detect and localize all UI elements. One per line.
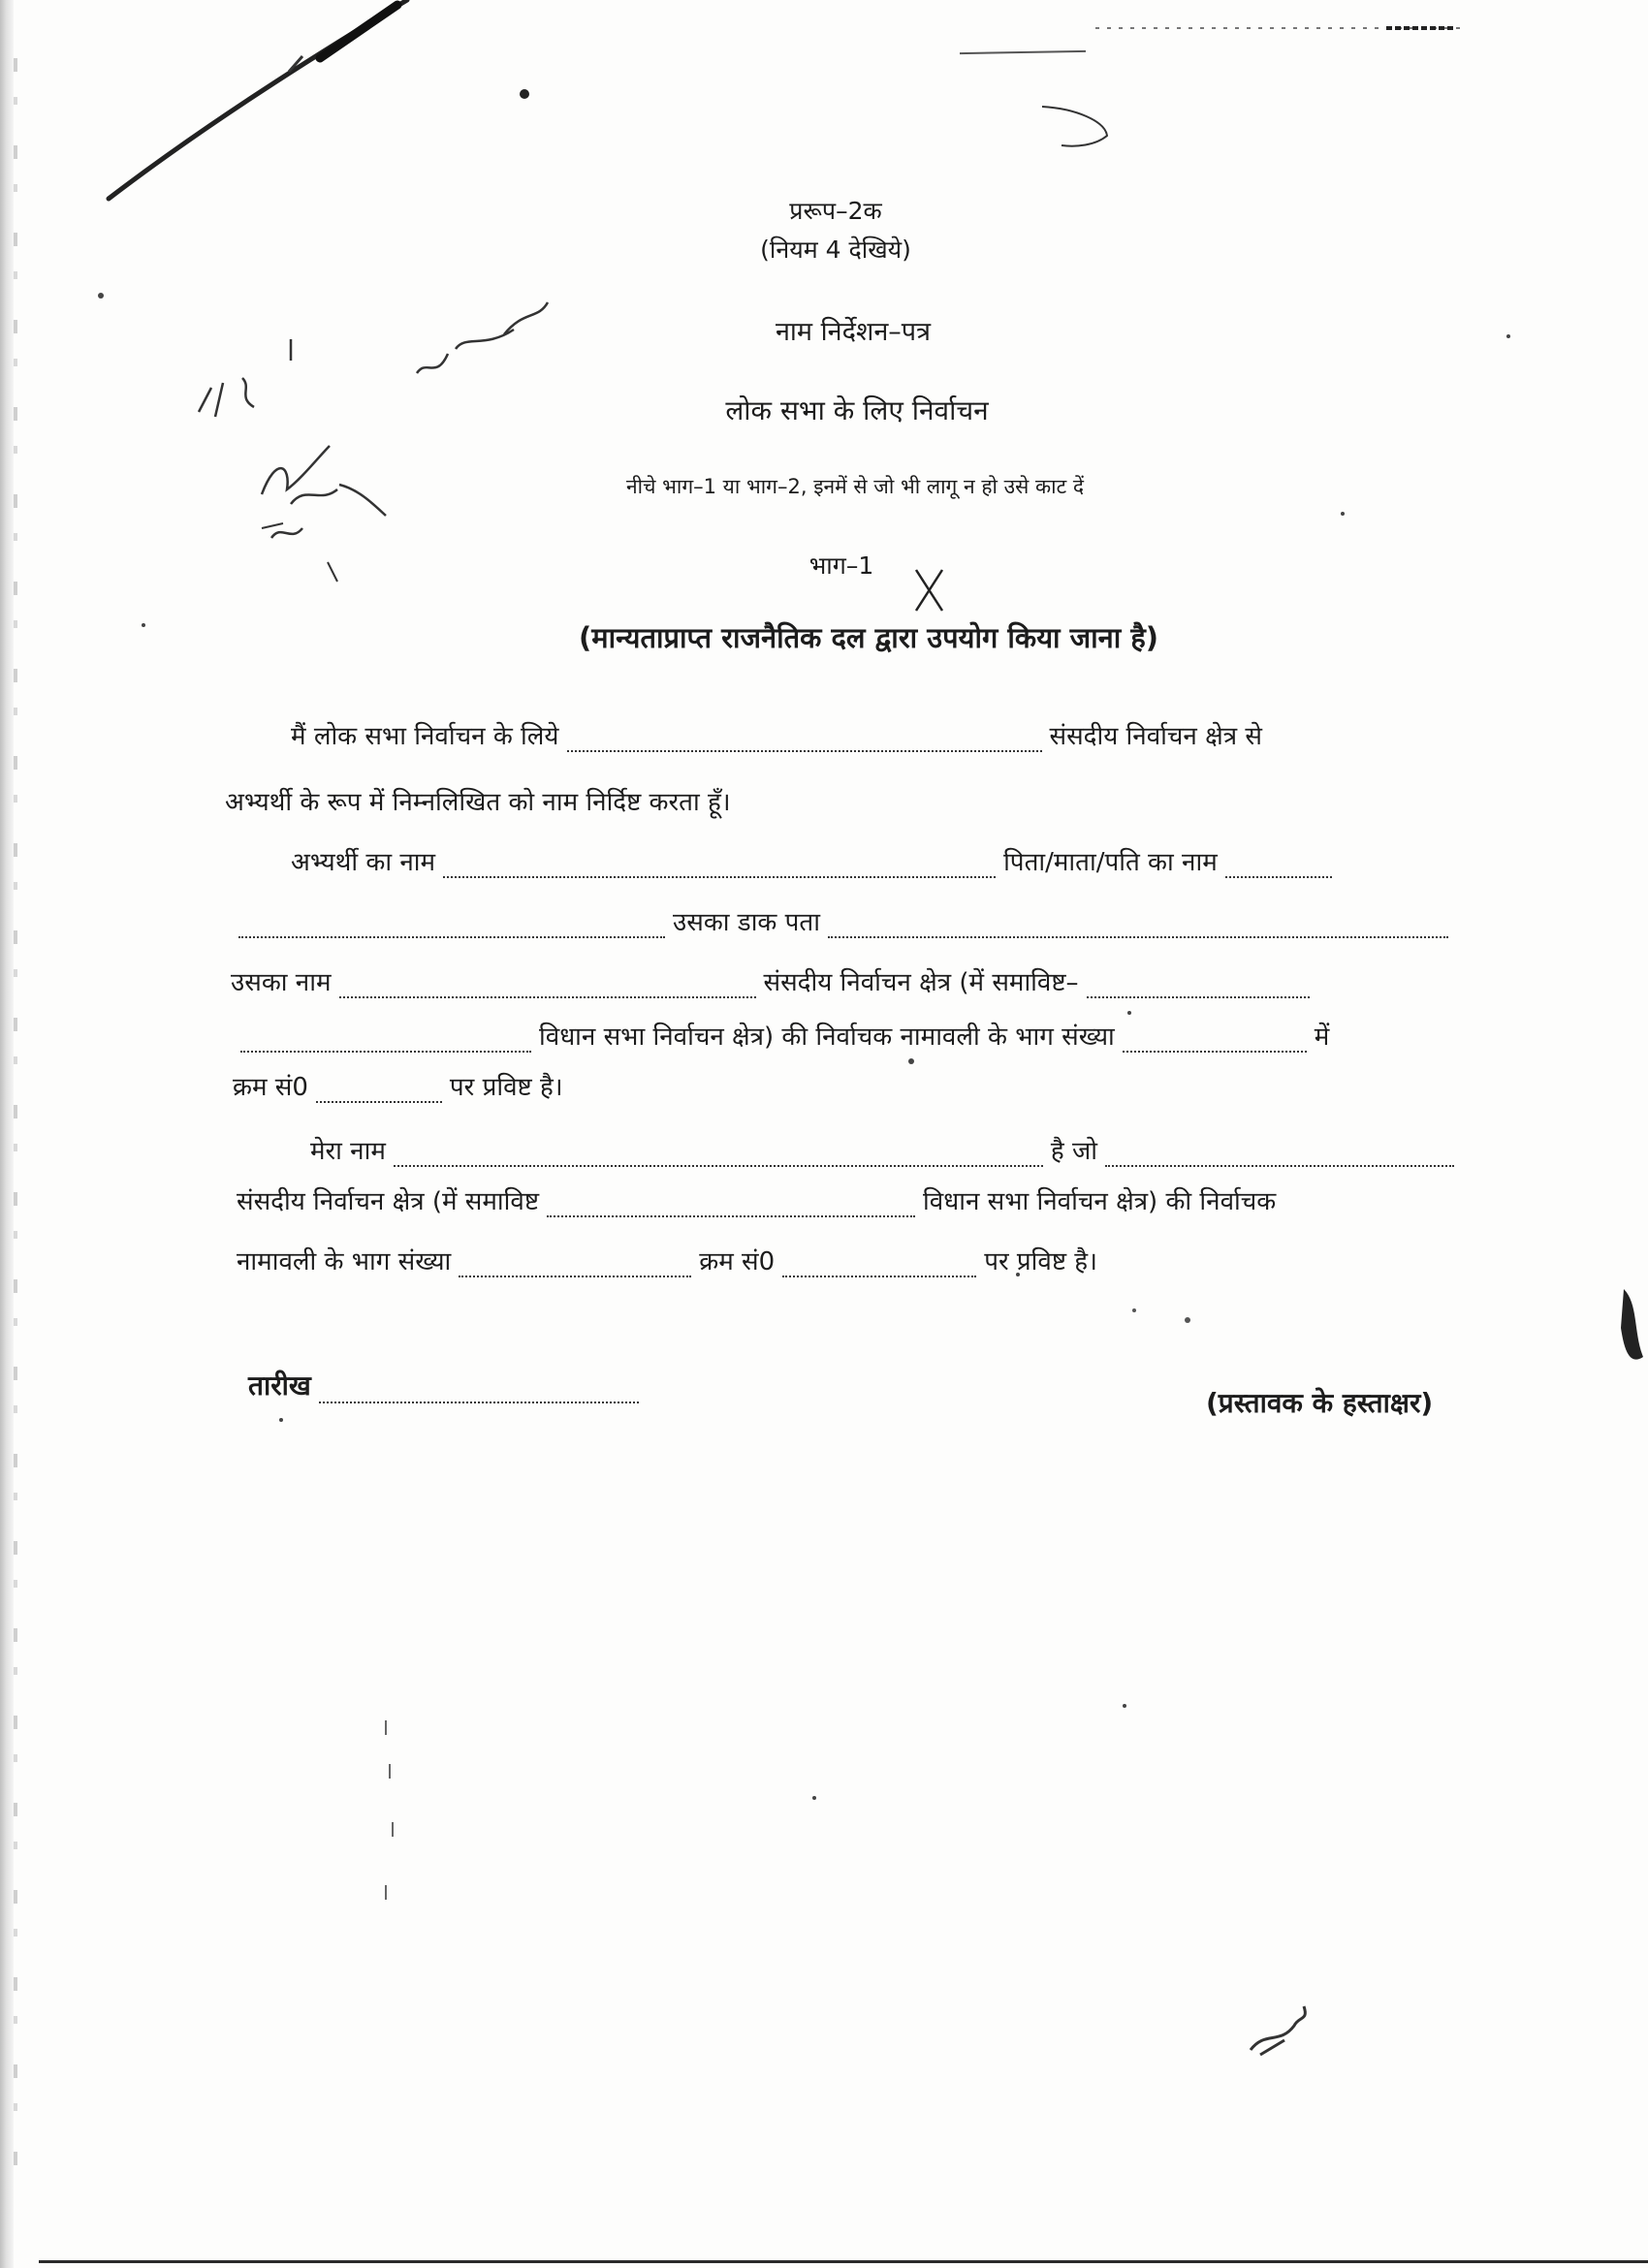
part-label: भाग–1	[808, 551, 874, 580]
line-text: में	[1314, 1023, 1330, 1052]
form-line-candidate-intro	[225, 783, 731, 818]
proposer-serial-blank	[782, 1254, 976, 1277]
parent-name-blank	[1225, 855, 1332, 878]
date-label: तारीख	[248, 1370, 311, 1402]
line-text: संसदीय निर्वाचन क्षेत्र से	[1049, 722, 1262, 751]
line-text: विधान सभा निर्वाचन क्षेत्र) की निर्वाचक नामावली के भाग संख्या	[539, 1023, 1115, 1052]
line-text: मैं लोक सभा निर्वाचन के लिये	[291, 722, 559, 751]
line-text: पर प्रविष्ट है।	[449, 1073, 563, 1102]
candidate-name-blank	[443, 855, 996, 878]
proposer-name-blank	[394, 1144, 1043, 1167]
date-blank	[319, 1380, 639, 1403]
name-blank	[339, 975, 756, 998]
document-title: नाम निर्देशन–पत्र	[775, 317, 932, 347]
date-field	[248, 1367, 647, 1403]
form-line-proposer-name	[310, 1132, 1462, 1167]
form-line-address	[231, 903, 1456, 938]
proposer-detail-blank	[1105, 1144, 1454, 1167]
line-text: संसदीय निर्वाचन क्षेत्र (में समाविष्ट	[237, 1187, 540, 1216]
form-line-proposer-serial	[237, 1243, 1097, 1277]
line-text: नामावली के भाग संख्या	[237, 1247, 452, 1276]
proposer-signature-label: (प्रस्तावक के हस्ताक्षर)	[1206, 1387, 1434, 1419]
serial-number-blank	[316, 1080, 442, 1103]
form-line-candidate-name	[291, 843, 1340, 878]
election-title: लोक सभा के लिए निर्वाचन	[725, 394, 989, 426]
line-text: पर प्रविष्ट है।	[984, 1247, 1097, 1276]
line-text: मेरा नाम	[310, 1137, 386, 1166]
rule-reference: (नियम 4 देखिये)	[760, 236, 911, 264]
form-number: प्ररूप–2क	[789, 197, 882, 225]
address-prefix-blank	[238, 915, 665, 938]
line-text: है जो	[1050, 1137, 1098, 1166]
form-line-serial	[233, 1068, 563, 1103]
proposer-part-blank	[459, 1254, 691, 1277]
assembly-blank	[240, 1029, 531, 1053]
line-text: क्रम सं0	[699, 1247, 776, 1276]
part-subtitle: (मान्यताप्राप्त राजनैतिक दल द्वारा उपयोग किया जाना है)	[578, 621, 1159, 654]
line-text: उसका डाक पता	[673, 908, 820, 937]
form-line-name-constituency	[231, 963, 1317, 998]
line-text: अभ्यर्थी के रूप में निम्नलिखित को नाम निर्दिष्ट करता हूँ।	[225, 788, 731, 817]
line-text: संसदीय निर्वाचन क्षेत्र (में समाविष्ट–	[763, 968, 1079, 997]
form-line-constituency	[291, 717, 1262, 752]
line-text: अभ्यर्थी का नाम	[291, 848, 436, 877]
line-text: पिता/माता/पति का नाम	[1003, 848, 1218, 877]
instruction-note: नीचे भाग–1 या भाग–2, इनमें से जो भी लागू न हो उसे काट दें	[626, 475, 1084, 498]
part-number-blank	[1123, 1029, 1307, 1053]
constituency-blank	[567, 729, 1042, 752]
form-line-assembly	[233, 1018, 1329, 1053]
form-line-proposer-constituency	[237, 1182, 1276, 1217]
line-text: क्रम सं0	[233, 1073, 308, 1102]
line-text: विधान सभा निर्वाचन क्षेत्र) की निर्वाचक	[923, 1187, 1277, 1216]
included-constituency-blank	[1087, 975, 1310, 998]
line-text: उसका नाम	[231, 968, 332, 997]
address-blank	[828, 915, 1448, 938]
proposer-constituency-blank	[547, 1194, 915, 1217]
